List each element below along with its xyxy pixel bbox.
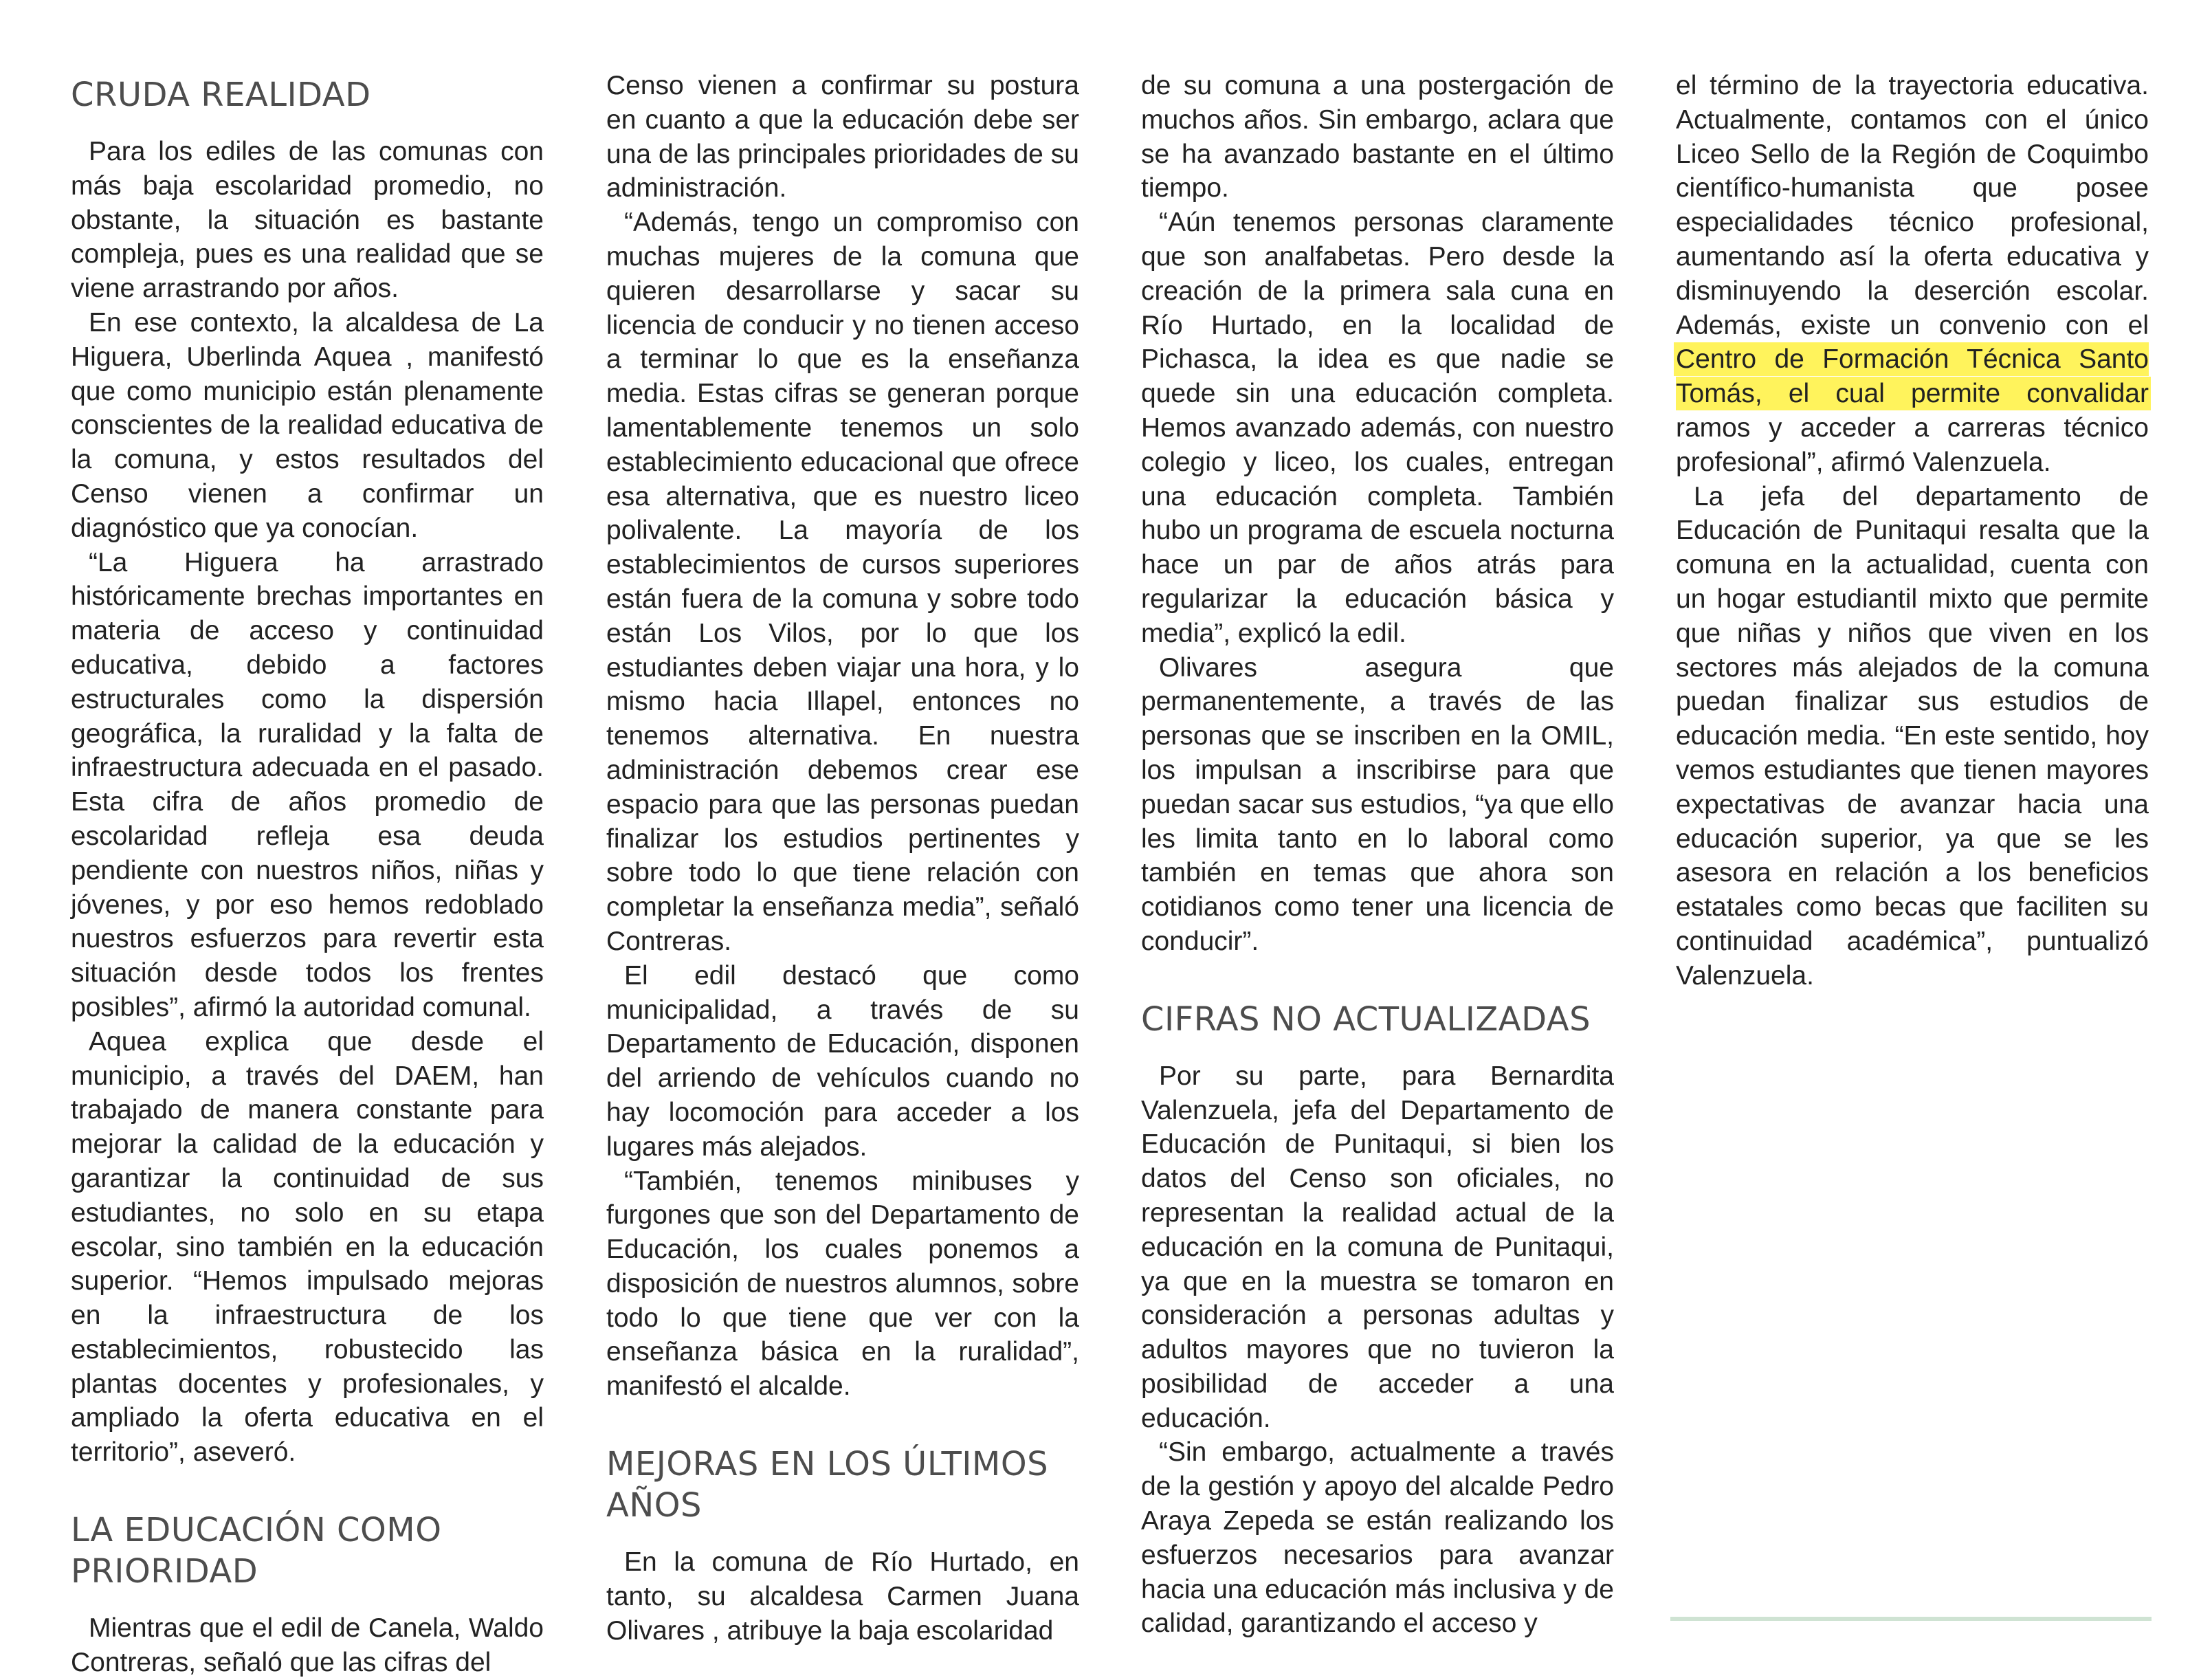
paragraph-continued (1676, 69, 2149, 480)
paragraph: La jefa del departamento de Educación de Punitaqui resalta que la comuna en la actualidad, cuenta con un hogar estudiantil mixto que permite que niñas y niños que viven en los sectores más alejados de la comuna puedan finalizar sus estudios de educación media. “En este sentido, hoy vemos estudiantes que tienen mayores expectativas de avanzar hacia una educación superior, ya que se les asesora en relación a los beneficios estatales como becas que faciliten su continuidad académica”, puntualizó Valenzuela. (1676, 481, 2149, 991)
highlighted-text: Centro de Formación Técnica Santo Tomás, el cual permite convalidar (1676, 344, 2149, 409)
paragraph: Mientras que el edil de Canela, Waldo Contreras, señaló que las cifras del (71, 1613, 544, 1677)
article-column-2 (606, 69, 1079, 1648)
section-heading: MEJORAS EN LOS ÚLTIMOS AÑOS (606, 1445, 1049, 1525)
paragraph: “La Higuera ha arrastrado históricamente brechas importantes en materia de acceso y continuidad educativa, debido a factores estructurales como la dispersión geográfica, la ruralidad y la falta de infraestructura adecuada en el pasado. Esta cifra de años promedio de escolaridad refleja esa deuda pendiente con nuestros niños, niñas y jóvenes, y por eso hemos redoblado nuestros esfuerzos para revertir esta situación desde todos los frentes posibles”, afirmó la autoridad comunal. (71, 547, 544, 1022)
paragraph: El edil destacó que como municipalidad, a través de su Departamento de Educación, disponen del arriendo de vehículos cuando no hay locomoción para acceder a los lugares más alejados. (606, 960, 1079, 1162)
paragraph: “Además, tengo un compromiso con muchas mujeres de la comuna que quieren desarrollarse y sacar su licencia de conducir y no tienen acceso a terminar lo que es la enseñanza media. Estas cifras se generan porque lamentablemente tenemos un solo establecimiento educacional que ofrece esa alternativa, que es nuestro liceo polivalente. La mayoría de los establecimientos de cursos superiores están fuera de la comuna y sobre todo están Los Vilos, por lo que los estudiantes deben viajar una hora, y lo mismo hacia Illapel, entonces no tenemos alternativa. En nuestra administración debemos crear ese espacio para que las personas puedan finalizar los estudios pertinentes y sobre todo lo que tiene relación con completar la enseñanza media”, señaló Contreras. (606, 208, 1079, 956)
paragraph: En ese contexto, la alcaldesa de La Higuera, Uberlinda Aquea , manifestó que como municipio están plenamente conscientes de la realidad educativa de la comuna, y estos resultados del Censo vienen a confirmar un diagnóstico que ya conocían. (71, 307, 544, 543)
paragraph: Por su parte, para Bernardita Valenzuela, jefa del Departamento de Educación de Punitaqui, si bien los datos del Censo son oficiales, no representan la realidad actual de la educación en la comuna de Punitaqui, ya que en la muestra se tomaron en consideración a personas adultas y adultos mayores que no tuvieron la posibilidad de acceder a una educación. (1141, 1061, 1614, 1433)
paragraph: Olivares asegura que permanentemente, a través de las personas que se inscriben en la OMIL, los impulsan a inscribirse para que puedan sacar sus estudios, “ya que ello les limita tanto en lo laboral como también en temas que ahora son cotidianos como tener una licencia de conducir”. (1141, 652, 1614, 956)
paragraph-continued: de su comuna a una postergación de muchos años. Sin embargo, aclara que se ha avanzado bastante en el último tiempo. (1141, 71, 1614, 203)
paragraph-continued: Censo vienen a confirmar su postura en cuanto a que la educación debe ser una de las principales prioridades de su administración. (606, 71, 1079, 203)
text-segment: el término de la trayectoria educativa. Actualmente, contamos con el único Liceo Sello de la Región de Coquimbo científico-humanista que posee especialidades técnico profesional, aumentando así la oferta educativa y disminuyendo la deserción escolar. Además, existe un convenio con el (1676, 71, 2149, 340)
section-heading: CIFRAS NO ACTUALIZADAS (1141, 999, 1591, 1039)
paragraph: “Aún tenemos personas claramente que son analfabetas. Pero desde la creación de la primera sala cuna en Río Hurtado, en la localidad de Pichasca, la idea es que nadie se quede sin una educación completa. Hemos avanzado además, con nuestro colegio y liceo, los cuales, entregan una educación completa. También hubo un programa de escuela nocturna hace un par de años atrás para regularizar la educación básica y media”, explicó la edil. (1141, 208, 1614, 648)
paragraph: “También, tenemos minibuses y furgones que son del Departamento de Educación, los cuales ponemos a disposición de nuestros alumnos, sobre todo lo que tiene que ver con la enseñanza básica en la ruralidad”, manifestó el alcalde. (606, 1166, 1079, 1402)
text-segment: ramos y acceder a carreras técnico profesional”, afirmó Valenzuela. (1676, 412, 2149, 477)
bottom-rule (1670, 1617, 2152, 1621)
section-heading: LA EDUCACIÓN COMO PRIORIDAD (71, 1511, 442, 1591)
article-column-3 (1141, 69, 1614, 1641)
section-heading: CRUDA REALIDAD (71, 76, 371, 114)
paragraph: Aquea explica que desde el municipio, a través del DAEM, han trabajado de manera constante para mejorar la calidad de la educación y garantizar la continuidad de sus estudiantes, no solo en su etapa escolar, sino también en la educación superior. “Hemos impulsado mejoras en la infraestructura de los establecimientos, robustecido las plantas docentes y profesionales, y ampliado la oferta educativa en el territorio”, aseveró. (71, 1026, 544, 1468)
article-column-4 (1676, 69, 2149, 993)
article-column-1 (71, 69, 544, 1680)
paragraph: En la comuna de Río Hurtado, en tanto, su alcaldesa Carmen Juana Olivares , atribuye la baja escolaridad (606, 1547, 1079, 1646)
paragraph: “Sin embargo, actualmente a través de la gestión y apoyo del alcalde Pedro Araya Zepeda se están realizando los esfuerzos necesarios para avanzar hacia una educación más inclusiva y de calidad, garantizando el acceso y (1141, 1437, 1614, 1639)
paragraph: Para los ediles de las comunas con más baja escolaridad promedio, no obstante, la situación es bastante compleja, pues es una realidad que se viene arrastrando por años. (71, 137, 544, 304)
